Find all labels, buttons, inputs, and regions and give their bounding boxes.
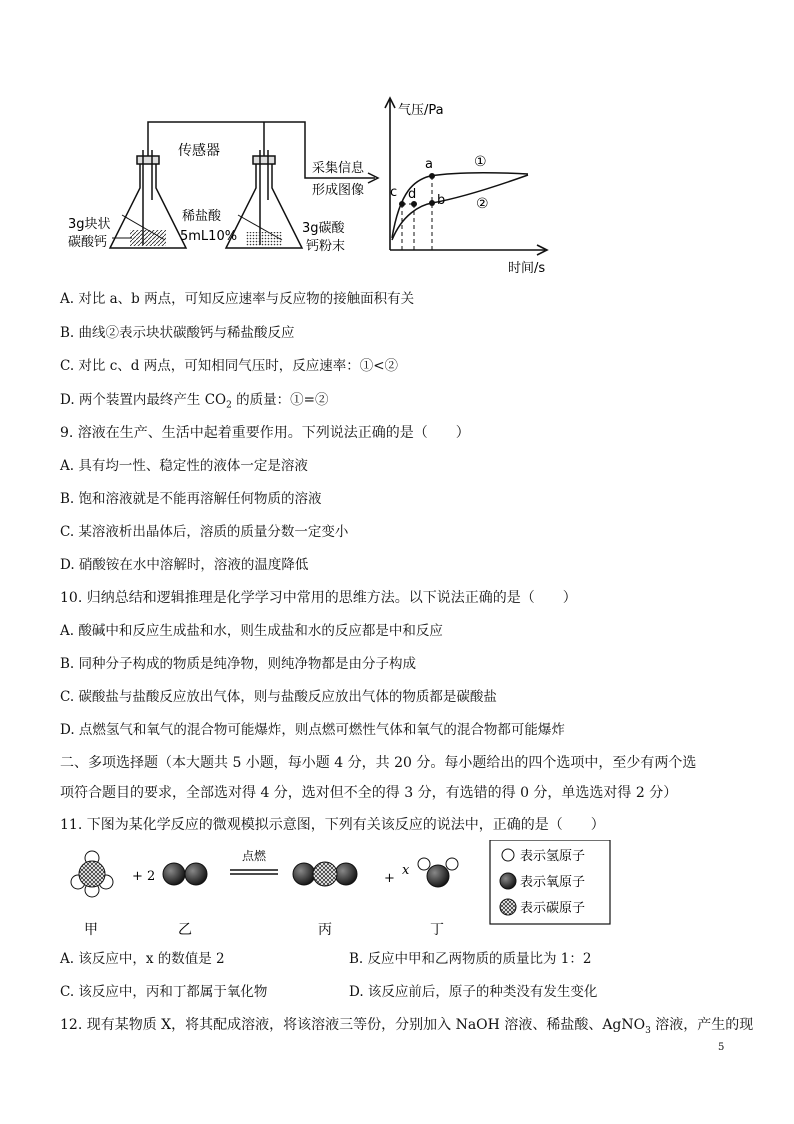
point-c: c	[390, 185, 398, 200]
lump-sample	[130, 230, 166, 246]
page-number: 5	[718, 1042, 725, 1053]
sensor-label: 传感器	[178, 143, 220, 159]
right-label-1: 3g碳酸	[302, 221, 345, 236]
right-label-2: 钙粉末	[306, 239, 346, 254]
section2-line-1: 二、多项选择题（本大题共 5 小题，每小题 4 分，共 20 分。每小题给出的四个选项中，至少有两个选	[60, 755, 697, 771]
q12-post: 溶液，产生的现	[650, 1017, 754, 1033]
section2-line-2: 项符合题目的要求，全部选对得 4 分，选对但不全的得 3 分，有选错的得 0 分，单选选对得 2 分）	[60, 785, 678, 801]
q8-option-b: B. 曲线②表示块状碳酸钙与稀盐酸反应	[60, 325, 295, 341]
collect-label-2: 形成图像	[312, 183, 365, 198]
label-jia: 甲	[84, 922, 98, 938]
point-a: a	[425, 157, 433, 172]
label-bing: 丙	[318, 922, 332, 938]
q8-option-a: A. 对比 a、b 两点，可知反应速率与反应物的接触面积有关	[60, 291, 415, 307]
legend-hydrogen: 表示氢原子	[520, 849, 586, 864]
legend-oxygen: 表示氧原子	[520, 875, 586, 890]
q8-option-d-pre: D. 两个装置内最终产生 CO	[60, 392, 227, 408]
q8-option-d-post: 的质量：①=②	[231, 392, 329, 408]
q11-option-b: B. 反应中甲和乙两物质的质量比为 1：2	[349, 951, 592, 967]
powder-sample	[246, 232, 282, 246]
q11-option-a: A. 该反应中，x 的数值是 2	[60, 951, 225, 967]
q12-stem	[60, 1016, 753, 1040]
acid-label-2: 5mL10%	[180, 229, 238, 244]
q8-option-d	[60, 391, 328, 415]
left-label-1: 3g块状	[68, 217, 111, 232]
agno3-subscript: 3	[645, 1025, 651, 1036]
q9-option-a: A. 具有均一性、稳定性的液体一定是溶液	[60, 458, 308, 474]
q9-option-c: C. 某溶液析出晶体后，溶质的质量分数一定变小	[60, 524, 349, 540]
co2-subscript: 2	[226, 400, 232, 411]
q11-option-c: C. 该反应中，丙和丁都属于氧化物	[60, 984, 268, 1000]
reaction-diagram	[0, 840, 794, 940]
label-yi: 乙	[178, 922, 192, 938]
q12-pre: 12. 现有某物质 X，将其配成溶液，将该溶液三等份，分别加入 NaOH 溶液、稀盐酸、AgNO	[60, 1017, 646, 1033]
molecule-jia	[71, 851, 113, 897]
point-b: b	[437, 193, 446, 208]
drop-lines	[402, 176, 432, 250]
q11-option-d: D. 该反应前后，原子的种类没有发生变化	[349, 984, 598, 1000]
plus-sign: +	[384, 871, 395, 886]
molecule-bing	[293, 862, 357, 886]
y-axis-label: 气压/Pa	[398, 103, 444, 118]
curve-2-label: ②	[476, 196, 489, 212]
q9-stem: 9. 溶液在生产、生活中起着重要作用。下列说法正确的是（ ）	[60, 425, 470, 441]
q10-option-c: C. 碳酸盐与盐酸反应放出气体，则与盐酸反应放出气体的物质都是碳酸盐	[60, 689, 497, 705]
label-ding: 丁	[430, 922, 444, 938]
condition-label: 点燃	[242, 849, 267, 863]
q10-option-b: B. 同种分子构成的物质是纯净物，则纯净物都是由分子构成	[60, 656, 417, 672]
collect-label-1: 采集信息	[312, 161, 365, 176]
molecule-ding	[418, 858, 458, 887]
q10-option-d: D. 点燃氢气和氧气的混合物可能爆炸，则点燃可燃性气体和氧气的混合物都可能爆炸	[60, 722, 565, 738]
apparatus-figure	[0, 0, 794, 300]
q10-stem: 10. 归纳总结和逻辑推理是化学学习中常用的思维方法。以下说法正确的是（ ）	[60, 590, 577, 606]
coefficient-x: x	[402, 863, 410, 878]
curve-1-label: ①	[474, 154, 487, 170]
plus-2: + 2	[132, 869, 156, 884]
x-axis-label: 时间/s	[508, 261, 546, 276]
legend-carbon: 表示碳原子	[520, 901, 586, 916]
left-label-2: 碳酸钙	[68, 235, 108, 250]
point-d: d	[408, 187, 417, 202]
q10-option-a: A. 酸碱中和反应生成盐和水，则生成盐和水的反应都是中和反应	[60, 623, 443, 639]
q9-option-b: B. 饱和溶液就是不能再溶解任何物质的溶液	[60, 491, 322, 507]
curve-2	[392, 175, 528, 240]
molecule-yi	[163, 863, 207, 885]
q9-option-d: D. 硝酸铵在水中溶解时，溶液的温度降低	[60, 557, 309, 573]
q11-stem: 11. 下图为某化学反应的微观模拟示意图，下列有关该反应的说法中，正确的是（ ）	[60, 817, 605, 833]
q8-option-c: C. 对比 c、d 两点，可知相同气压时，反应速率：①<②	[60, 358, 399, 374]
acid-label-1: 稀盐酸	[182, 209, 222, 224]
